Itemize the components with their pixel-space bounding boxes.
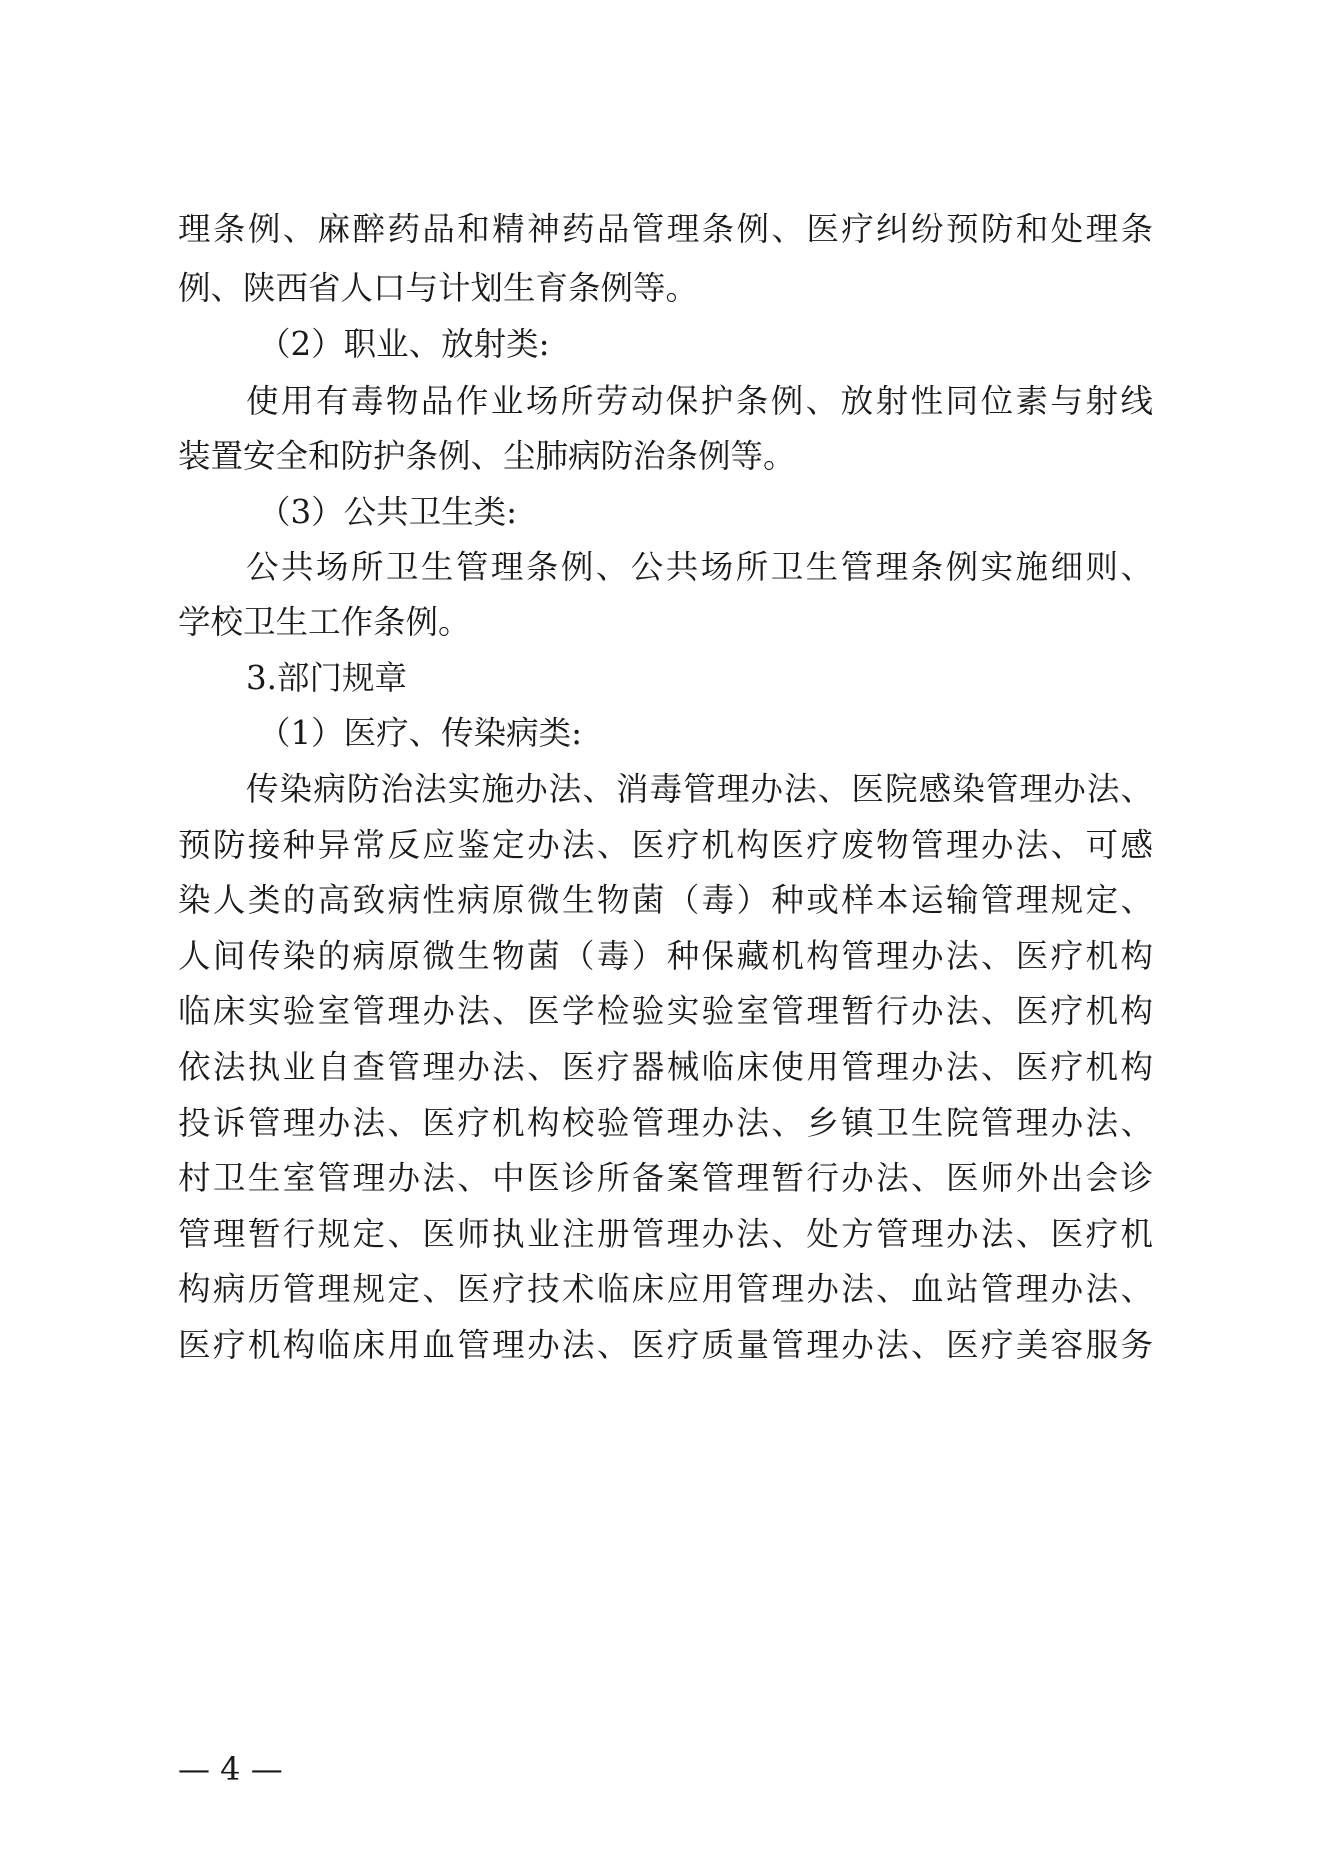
body-text-line: 理条例、麻醉药品和精神药品管理条例、医疗纠纷预防和处理条 — [178, 210, 1153, 248]
section-heading: 3.部门规章 — [246, 659, 408, 697]
body-text-line: 人间传染的病原微生物菌（毒）种保藏机构管理办法、医疗机构 — [178, 937, 1153, 975]
section-heading: （3）公共卫生类: — [258, 493, 518, 531]
body-text-line: 公共场所卫生管理条例、公共场所卫生管理条例实施细则、 — [246, 548, 1153, 586]
body-text-line: 传染病防治法实施办法、消毒管理办法、医院感染管理办法、 — [246, 770, 1153, 808]
body-text-line: 管理暂行规定、医师执业注册管理办法、处方管理办法、医疗机 — [178, 1215, 1153, 1253]
body-text-line: 装置安全和防护条例、尘肺病防治条例等。 — [178, 437, 796, 475]
body-text-line: 例、陕西省人口与计划生育条例等。 — [178, 269, 699, 307]
body-text-line: 染人类的高致病性病原微生物菌（毒）种或样本运输管理规定、 — [178, 881, 1153, 919]
body-text-line: 构病历管理规定、医疗技术临床应用管理办法、血站管理办法、 — [178, 1270, 1153, 1308]
body-text-line: 投诉管理办法、医疗机构校验管理办法、乡镇卫生院管理办法、 — [178, 1104, 1153, 1142]
body-text-line: 医疗机构临床用血管理办法、医疗质量管理办法、医疗美容服务 — [178, 1326, 1153, 1364]
body-text-line: 临床实验室管理办法、医学检验实验室管理暂行办法、医疗机构 — [178, 992, 1153, 1030]
body-text-line: 预防接种异常反应鉴定办法、医疗机构医疗废物管理办法、可感 — [178, 826, 1153, 864]
page-number: — 4 — — [178, 1750, 283, 1788]
section-heading: （1）医疗、传染病类: — [258, 714, 583, 752]
section-heading: （2）职业、放射类: — [258, 325, 550, 363]
body-text-line: 依法执业自查管理办法、医疗器械临床使用管理办法、医疗机构 — [178, 1048, 1153, 1086]
body-text-line: 使用有毒物品作业场所劳动保护条例、放射性同位素与射线 — [246, 382, 1153, 420]
body-text-line: 村卫生室管理办法、中医诊所备案管理暂行办法、医师外出会诊 — [178, 1159, 1153, 1197]
body-text-line: 学校卫生工作条例。 — [178, 603, 471, 641]
